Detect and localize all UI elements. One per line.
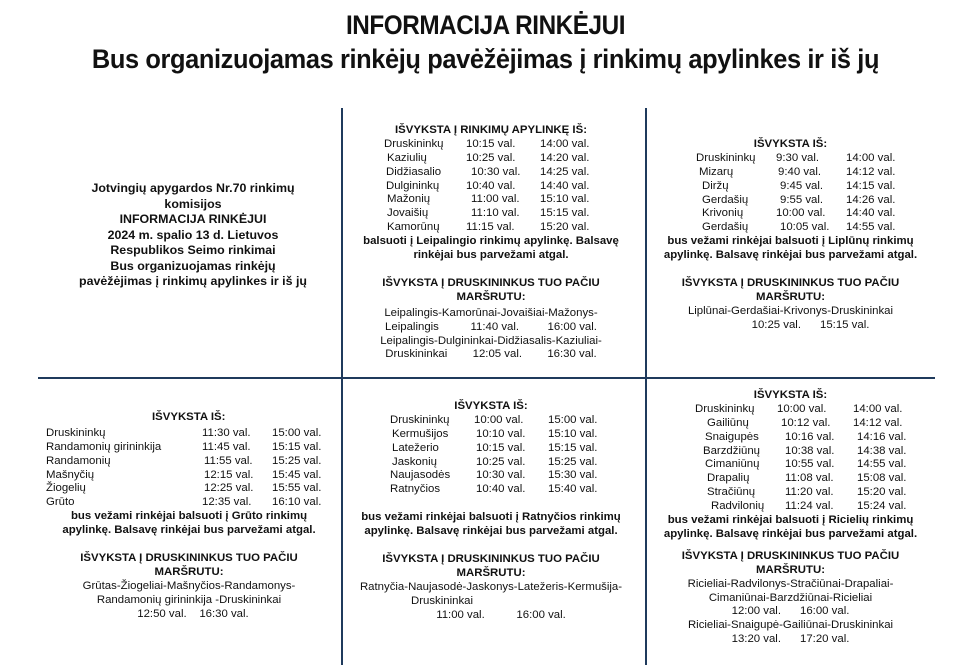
- note-line: bus vežami rinkėjai balsuoti į Grūto rinkimų: [70, 510, 308, 523]
- return-line: Randamonių girininkija -Druskininkai: [96, 593, 282, 606]
- departure-time-1: 10:00 val.: [474, 413, 524, 426]
- departure-time-2: 14:40 val.: [846, 207, 896, 220]
- table-row: [390, 469, 640, 483]
- panel-bottom-middle: [350, 400, 640, 623]
- return-heading: [644, 277, 937, 305]
- return-heading-line: IŠVYKSTA Į DRUSKININKUS TUO PAČIU: [681, 549, 900, 562]
- stop-name: Didžiasalio: [386, 165, 442, 178]
- schedule-table: [384, 138, 640, 235]
- note-line: apylinkę. Balsavę rinkėjai bus parvežami atgal.: [62, 524, 316, 537]
- table-row: [696, 221, 937, 235]
- table-row: [695, 472, 937, 486]
- intro-line: 2024 m. spalio 13 d. Lietuvos: [107, 227, 279, 242]
- departure-time-2: 14:16 val.: [857, 430, 907, 443]
- return-line: 12:50 val. 16:30 val.: [137, 607, 249, 620]
- stop-name: Cimaniūnų: [705, 458, 760, 471]
- table-row: [384, 207, 640, 221]
- return-route: [644, 578, 937, 648]
- table-row: [695, 445, 937, 459]
- stop-name: Kermušijos: [392, 427, 449, 440]
- intro-line: Jotvingių apygardos Nr.70 rinkimų: [91, 181, 295, 195]
- return-line: Cimaniūnai-Barzdžiūnai-Ricieliai: [708, 591, 873, 604]
- schedule-heading: IŠVYKSTA IŠ:: [753, 138, 828, 150]
- departure-time-2: 15:00 val.: [272, 426, 322, 439]
- departure-time-1: 10:38 val.: [785, 444, 835, 457]
- return-heading-line: MARŠRUTU:: [456, 566, 526, 579]
- return-heading: [40, 552, 338, 580]
- departure-time-1: 10:10 val.: [476, 427, 526, 440]
- departure-time-1: 11:24 val.: [785, 500, 834, 513]
- note-line: balsuoti į Leipalingio rinkimų apylinkę. Balsavę: [363, 235, 619, 248]
- table-row: [695, 458, 937, 472]
- voting-note: [342, 511, 640, 539]
- stop-name: Mažonių: [387, 193, 431, 206]
- return-line: Leipalingis-Dulgininkai-Didžiasalis-Kaziuliai-: [380, 334, 602, 347]
- return-line: 11:00 val. 16:00 val.: [436, 608, 566, 621]
- departure-time-1: 11:45 val.: [202, 440, 251, 453]
- stop-name: Druskininkų: [695, 402, 755, 415]
- table-row: [696, 180, 937, 194]
- departure-time-1: 9:55 val.: [780, 193, 824, 206]
- grid-line-horizontal: [38, 377, 935, 379]
- departure-time-1: 10:15 val.: [476, 441, 526, 454]
- return-line: Ratnyčia-Naujasodė-Jaskonys-Latežeris-Kermušija-: [359, 580, 623, 593]
- schedule-heading: IŠVYKSTA IŠ:: [152, 411, 226, 423]
- departure-time-2: 14:40 val.: [540, 179, 590, 192]
- schedule-heading: IŠVYKSTA IŠ:: [753, 389, 828, 401]
- page-subtitle: Bus organizuojamas rinkėjų pavėžėjimas į rinkimų apylinkes ir iš jų: [91, 44, 880, 74]
- schedule-table: [46, 427, 338, 510]
- table-row: [390, 483, 640, 497]
- return-heading-line: MARŠRUTU:: [154, 565, 224, 578]
- stop-name: Randamonių: [46, 454, 111, 467]
- departure-time-2: 15:20 val.: [540, 221, 590, 234]
- departure-time-2: 14:00 val.: [846, 151, 896, 164]
- note-line: bus vežami rinkėjai balsuoti į Ratnyčios rinkimų: [361, 511, 621, 524]
- departure-time-2: 15:45 val.: [272, 468, 322, 481]
- note-line: bus vežami rinkėjai balsuoti į Ricielių rinkimų: [667, 514, 914, 527]
- return-line: Druskininkai 12:05 val. 16:30 val.: [385, 348, 597, 361]
- stop-name: Jaskonių: [392, 455, 437, 468]
- table-row: [46, 482, 338, 496]
- return-line: Leipalingis 11:40 val. 16:00 val.: [385, 320, 597, 333]
- table-row: [46, 455, 338, 469]
- return-route: [644, 305, 937, 333]
- return-heading: [342, 553, 640, 581]
- table-row: [46, 427, 338, 441]
- return-line: 13:20 val. 17:20 val.: [731, 633, 850, 646]
- return-heading-line: IŠVYKSTA Į DRUSKININKUS TUO PAČIU: [80, 552, 298, 565]
- stop-name: Druskininkų: [384, 137, 444, 150]
- return-line: Ricieliai-Radvilonys-Stračiūnai-Drapaliai-: [687, 577, 894, 590]
- departure-time-1: 12:25 val.: [204, 482, 254, 495]
- departure-time-2: 14:38 val.: [857, 444, 907, 457]
- table-row: [696, 166, 937, 180]
- table-row: [695, 500, 937, 514]
- stop-name: Kamorūnų: [387, 221, 440, 234]
- departure-time-1: 10:05 val.: [780, 221, 830, 234]
- stop-name: Radvilonių: [711, 500, 765, 513]
- intro-line: Bus organizuojamas rinkėjų: [110, 258, 276, 273]
- table-row: [390, 456, 640, 470]
- stop-name: Gailiūnų: [707, 416, 749, 429]
- departure-time-2: 15:24 val.: [857, 500, 907, 513]
- stop-name: Mizarų: [699, 165, 734, 178]
- departure-time-2: 15:15 val.: [548, 441, 598, 454]
- page-title: INFORMACIJA RINKĖJUI: [345, 10, 626, 40]
- table-row: [695, 403, 937, 417]
- departure-time-2: 14:25 val.: [540, 165, 590, 178]
- departure-time-1: 10:16 val.: [785, 430, 835, 443]
- intro-line: komisijos: [164, 196, 222, 211]
- departure-time-2: 15:25 val.: [272, 454, 322, 467]
- stop-name: Kaziulių: [387, 151, 427, 164]
- departure-time-1: 12:35 val.: [202, 496, 252, 509]
- schedule-table: [696, 152, 937, 235]
- stop-name: Druskininkų: [390, 413, 450, 426]
- table-row: [390, 442, 640, 456]
- departure-time-1: 11:10 val.: [471, 207, 520, 220]
- return-line: Liplūnai-Gerdašiai-Krivonys-Druskininkai: [687, 304, 894, 317]
- panel-top-right: [652, 138, 937, 333]
- return-heading: [342, 277, 640, 305]
- departure-time-1: 10:00 val.: [776, 207, 826, 220]
- departure-time-2: 14:26 val.: [846, 193, 896, 206]
- stop-name: Dulgininkų: [386, 179, 440, 192]
- schedule-heading: IŠVYKSTA Į RINKIMŲ APYLINKĘ IŠ:: [395, 124, 587, 136]
- stop-name: Ratnyčios: [390, 483, 441, 496]
- table-row: [695, 417, 937, 431]
- departure-time-2: 14:12 val.: [846, 165, 896, 178]
- departure-time-1: 10:25 val.: [476, 455, 526, 468]
- note-line: rinkėjai bus parvežami atgal.: [413, 249, 569, 262]
- departure-time-2: 14:12 val.: [853, 416, 903, 429]
- return-heading-line: MARŠRUTU:: [456, 290, 526, 303]
- table-row: [695, 486, 937, 500]
- departure-time-2: 15:20 val.: [857, 486, 907, 499]
- departure-time-2: 14:55 val.: [857, 458, 907, 471]
- stop-name: Latežerio: [392, 441, 439, 454]
- stop-name: Stračiūnų: [707, 486, 756, 499]
- return-heading-line: IŠVYKSTA Į DRUSKININKUS TUO PAČIU: [382, 276, 600, 289]
- return-line: Druskininkai: [411, 594, 474, 607]
- stop-name: Jovaišių: [387, 207, 429, 220]
- return-line: Grūtas-Žiogeliai-Mašnyčios-Randamonys-: [82, 579, 296, 592]
- departure-time-2: 15:08 val.: [857, 472, 907, 485]
- departure-time-1: 10:00 val.: [777, 402, 827, 415]
- table-row: [696, 152, 937, 166]
- return-route: [342, 581, 640, 623]
- stop-name: Mašnyčių: [46, 468, 95, 481]
- stop-name: Druskininkų: [46, 426, 106, 439]
- departure-time-1: 11:00 val.: [471, 193, 520, 206]
- departure-time-1: 11:08 val.: [785, 472, 834, 485]
- departure-time-2: 15:10 val.: [548, 427, 598, 440]
- note-line: apylinkę. Balsavę rinkėjai bus parvežami atgal.: [663, 249, 918, 262]
- return-heading-line: IŠVYKSTA Į DRUSKININKUS TUO PAČIU: [382, 553, 600, 566]
- departure-time-1: 10:25 val.: [466, 151, 516, 164]
- stop-name: Gerdašių: [702, 193, 749, 206]
- table-row: [390, 428, 640, 442]
- departure-time-1: 11:30 val.: [202, 426, 251, 439]
- voting-note: [644, 235, 937, 263]
- note-line: apylinkę. Balsavę rinkėjai bus parvežami atgal.: [663, 527, 918, 540]
- departure-time-2: 15:25 val.: [548, 455, 598, 468]
- departure-time-1: 10:55 val.: [785, 458, 835, 471]
- departure-time-1: 10:40 val.: [466, 179, 516, 192]
- return-route: [40, 580, 338, 622]
- departure-time-1: 11:20 val.: [785, 486, 834, 499]
- table-row: [384, 221, 640, 235]
- note-line: apylinkę. Balsavę rinkėjai bus parvežami atgal.: [364, 525, 618, 538]
- departure-time-2: 14:55 val.: [846, 221, 896, 234]
- departure-time-2: 15:15 val.: [540, 207, 590, 220]
- stop-name: Žiogelių: [46, 482, 86, 495]
- return-heading-line: MARŠRUTU:: [756, 563, 825, 576]
- table-row: [384, 193, 640, 207]
- stop-name: Snaigupės: [705, 430, 759, 443]
- departure-time-2: 15:55 val.: [272, 482, 322, 495]
- panel-bottom-right: [652, 389, 937, 647]
- departure-time-2: 15:40 val.: [548, 483, 598, 496]
- return-line: Leipalingis-Kamorūnai-Jovaišiai-Mažonys-: [384, 306, 598, 319]
- return-heading-line: IŠVYKSTA Į DRUSKININKUS TUO PAČIU: [681, 277, 900, 290]
- departure-time-1: 9:30 val.: [776, 151, 820, 164]
- departure-time-2: 15:10 val.: [540, 193, 590, 206]
- voting-note: [644, 514, 937, 542]
- intro-line: Respublikos Seimo rinkimai: [110, 243, 276, 257]
- departure-time-1: 10:40 val.: [476, 483, 526, 496]
- stop-name: Krivonių: [702, 207, 744, 220]
- table-row: [384, 166, 640, 180]
- table-row: [46, 441, 338, 455]
- panel-bottom-left: [46, 411, 338, 622]
- return-heading: [644, 550, 937, 578]
- return-line: Ricieliai-Snaigupė-Gailiūnai-Druskininkai: [687, 619, 894, 632]
- stop-name: Randamonių girininkija: [46, 440, 162, 453]
- table-row: [695, 431, 937, 445]
- departure-time-1: 10:30 val.: [476, 469, 526, 482]
- departure-time-2: 14:00 val.: [540, 137, 590, 150]
- panel-top-middle: [350, 124, 640, 362]
- return-line: 10:25 val. 15:15 val.: [751, 318, 870, 331]
- departure-time-2: 15:00 val.: [548, 413, 598, 426]
- schedule-heading: IŠVYKSTA IŠ:: [454, 400, 528, 412]
- table-row: [390, 414, 640, 428]
- return-heading-line: MARŠRUTU:: [756, 290, 825, 303]
- schedule-table: [390, 414, 640, 497]
- stop-name: Barzdžiūnų: [703, 444, 760, 457]
- table-row: [696, 207, 937, 221]
- departure-time-1: 12:15 val.: [204, 468, 254, 481]
- departure-time-1: 10:30 val.: [471, 165, 521, 178]
- departure-time-1: 9:40 val.: [778, 165, 822, 178]
- stop-name: Naujasodės: [390, 469, 451, 482]
- stop-name: Drapalių: [707, 472, 750, 485]
- departure-time-1: 10:12 val.: [781, 416, 831, 429]
- table-row: [384, 138, 640, 152]
- stop-name: Grūto: [46, 496, 75, 509]
- departure-time-2: 14:20 val.: [540, 151, 590, 164]
- stop-name: Gerdašių: [702, 221, 749, 234]
- departure-time-1: 11:15 val.: [466, 221, 515, 234]
- departure-time-1: 10:15 val.: [466, 137, 516, 150]
- departure-time-2: 14:15 val.: [846, 179, 896, 192]
- departure-time-1: 9:45 val.: [780, 179, 824, 192]
- intro-line: pavėžėjimas į rinkimų apylinkes ir iš jų: [79, 274, 307, 288]
- departure-time-2: 14:00 val.: [853, 402, 903, 415]
- table-row: [46, 469, 338, 483]
- schedule-table: [695, 403, 937, 514]
- return-route: [342, 307, 640, 363]
- stop-name: Druskininkų: [696, 151, 756, 164]
- intro-line: INFORMACIJA RINKĖJUI: [119, 212, 267, 226]
- departure-time-1: 11:55 val.: [204, 454, 253, 467]
- stop-name: Diržų: [702, 179, 729, 192]
- table-row: [384, 152, 640, 166]
- intro-block: [40, 181, 346, 290]
- table-row: [696, 194, 937, 208]
- table-row: [384, 180, 640, 194]
- return-line: 12:00 val. 16:00 val.: [731, 605, 850, 618]
- departure-time-2: 15:15 val.: [272, 440, 322, 453]
- departure-time-2: 16:10 val.: [272, 496, 322, 509]
- voting-note: [342, 235, 640, 263]
- departure-time-2: 15:30 val.: [548, 469, 598, 482]
- voting-note: [40, 510, 338, 538]
- table-row: [46, 496, 338, 510]
- note-line: bus vežami rinkėjai balsuoti į Liplūnų rinkimų: [667, 235, 914, 248]
